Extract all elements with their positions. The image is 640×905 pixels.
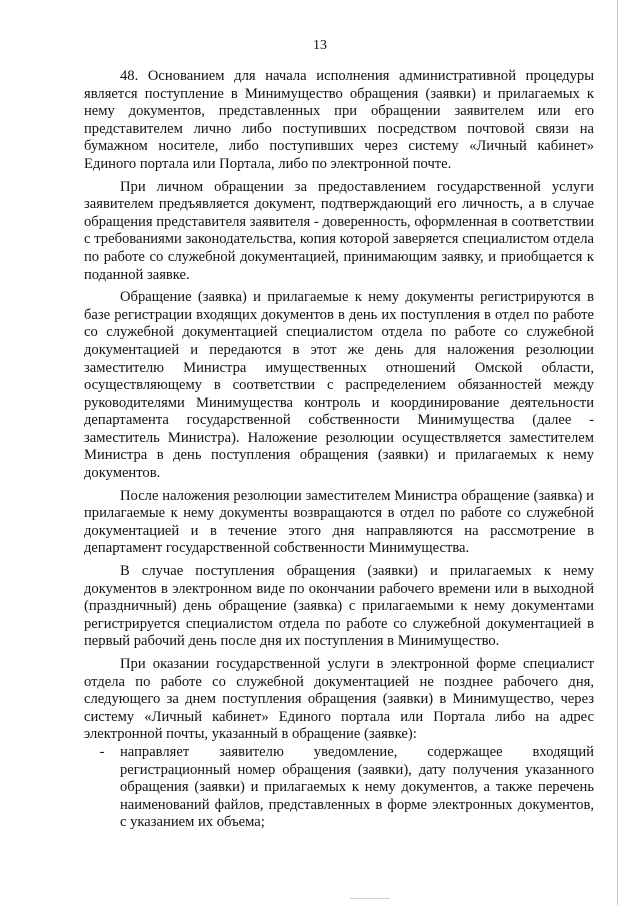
list-item-notification [84,744,594,832]
paragraph-registration: Обращение (заявка) и прилагаемые к нему документы регистрируются в базе регистрации входящих документов в день их поступления в отдел по работе со служебной документацией специалистом отдела по работе со служебной документацией и передаются в этот же день для наложения резолюции заместителю Министра имущественных отношений Омской области, осуществляющему в соответствии с распределением обязанностей между руководителями Минимущества контроль и координирование деятельности департамента государственной собственности Минимущества (далее - заместитель Министра). Наложение резолюции осуществляется заместителем Министра в день поступления обращения (заявки) и прилагаемых к нему документов. [84,289,594,482]
document-body [84,68,594,832]
paragraph-personal-appeal: При личном обращении за предоставлением государственной услуги заявителем предъявляется документ, подтверждающий его личность, а в случае обращения представителя заявителя - доверенность, оформленная в соответствии с требованиями законодательства, копия которой заверяется специалистом отдела по работе со служебной документацией, принимающим заявку, и приобщается к поданной заявке. [84,178,594,283]
paragraph-electronic-offhours: В случае поступления обращения (заявки) и прилагаемых к нему документов в электронном виде по окончании рабочего времени или в выходной (праздничный) день обращение (заявка) с прилагаемыми к нему документами регистрируется специалистом отдела по работе со служебной документацией в первый рабочий день после дня их поступления в Минимущество. [84,563,594,650]
paragraph-48-basis: 48. Основанием для начала исполнения административной процедуры является поступление в Минимущество обращения (заявки) и прилагаемых к нему документов, представленных при обращении заявителем или его представителем лично либо поступивших посредством почтовой связи на бумажном носителе, либо поступивших через систему «Личный кабинет» Единого портала или Портала, либо по электронной почте. [84,68,594,172]
scan-artifact-line [350,898,390,899]
page-edge-line [617,0,618,905]
paragraph-after-resolution: После наложения резолюции заместителем Министра обращение (заявка) и прилагаемые к нему документы возвращаются в отдел по работе со служебной документацией и в течение этого дня направляются на рассмотрение в департамент государственной собственности Минимущества. [84,487,594,557]
paragraph-electronic-service: При оказании государственной услуги в электронной форме специалист отдела по работе со служебной документацией не позднее рабочего дня, следующего за днем поступления обращения (заявки) в Минимущество, через систему «Личный кабинет» Единого портала или Портала либо на адрес электронной почты, указанный в обращение (заявке): [84,656,594,743]
list-dash: - [99,743,105,760]
list-item-text: направляет заявителю уведомление, содержащее входящий регистрационный номер обращения (заявки), дату получения указанного обращения (заявки) и прилагаемых к нему документов, а также перечень наименований файлов, представленных в форме электронных документов, с указанием их объема; [120,743,594,831]
page-number: 13 [313,38,327,53]
